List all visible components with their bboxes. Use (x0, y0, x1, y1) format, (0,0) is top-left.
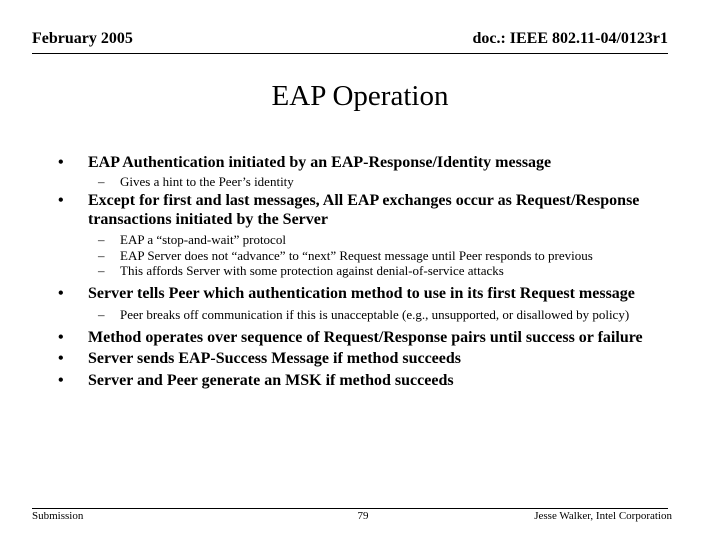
sub-bullet-2-1 (58, 233, 684, 248)
bullet-dot: • (58, 328, 64, 346)
sub-bullet-2-2 (58, 249, 684, 264)
bullet-6 (58, 372, 684, 391)
footer-divider (32, 508, 668, 509)
bullet-dot: • (58, 284, 64, 302)
header-doc-id: doc.: IEEE 802.11-04/0123r1 (472, 30, 668, 47)
slide-title: EAP Operation (271, 80, 449, 112)
footer-author: Jesse Walker, Intel Corporation (534, 510, 672, 522)
bullet-dot: • (58, 154, 64, 171)
slide-body (58, 154, 684, 390)
sub-bullet-2-3 (58, 264, 684, 279)
sub-bullet-text: EAP Server does not “advance” to “next” Request message until Peer responds to previous (120, 247, 593, 263)
bullet-text: Except for first and last messages, All EAP exchanges occur as Request/Response transactions initiated by the Server (88, 192, 640, 228)
header-date: February 2005 (32, 30, 133, 47)
bullet-4 (58, 329, 684, 348)
bullet-dot: • (58, 350, 64, 367)
header-divider (32, 53, 668, 54)
bullet-5 (58, 350, 684, 369)
sub-bullet-text: Gives a hint to the Peer’s identity (120, 173, 294, 189)
bullet-text: Server sends EAP-Success Message if method succeeds (88, 350, 461, 367)
sub-bullet-text: This affords Server with some protection against denial-of-service attacks (120, 263, 504, 278)
sub-bullet-dash: – (98, 247, 105, 263)
bullet-3 (58, 285, 684, 304)
bullet-text: Method operates over sequence of Request/Response pairs until success or failure (88, 328, 643, 346)
sub-bullet-text: EAP a “stop-and-wait” protocol (120, 232, 286, 247)
bullet-1 (58, 154, 684, 173)
footer-submission: Submission (32, 510, 84, 522)
bullet-2 (58, 192, 684, 229)
sub-bullet-1-1 (58, 175, 684, 190)
bullet-dot: • (58, 371, 64, 389)
bullet-text: Server and Peer generate an MSK if method succeeds (88, 371, 454, 389)
bullet-dot: • (58, 192, 64, 209)
sub-bullet-3-1 (58, 308, 684, 323)
sub-bullet-text: Peer breaks off communication if this is unacceptable (e.g., unsupported, or disallowed by policy) (120, 307, 630, 322)
sub-bullet-dash: – (98, 232, 105, 247)
sub-bullet-dash: – (98, 307, 105, 322)
sub-bullet-dash: – (98, 263, 105, 278)
bullet-text: Server tells Peer which authentication method to use in its first Request message (88, 284, 635, 302)
footer-page-number: 79 (357, 510, 369, 522)
sub-bullet-dash: – (98, 173, 105, 189)
bullet-text: EAP Authentication initiated by an EAP-Response/Identity message (88, 154, 552, 171)
